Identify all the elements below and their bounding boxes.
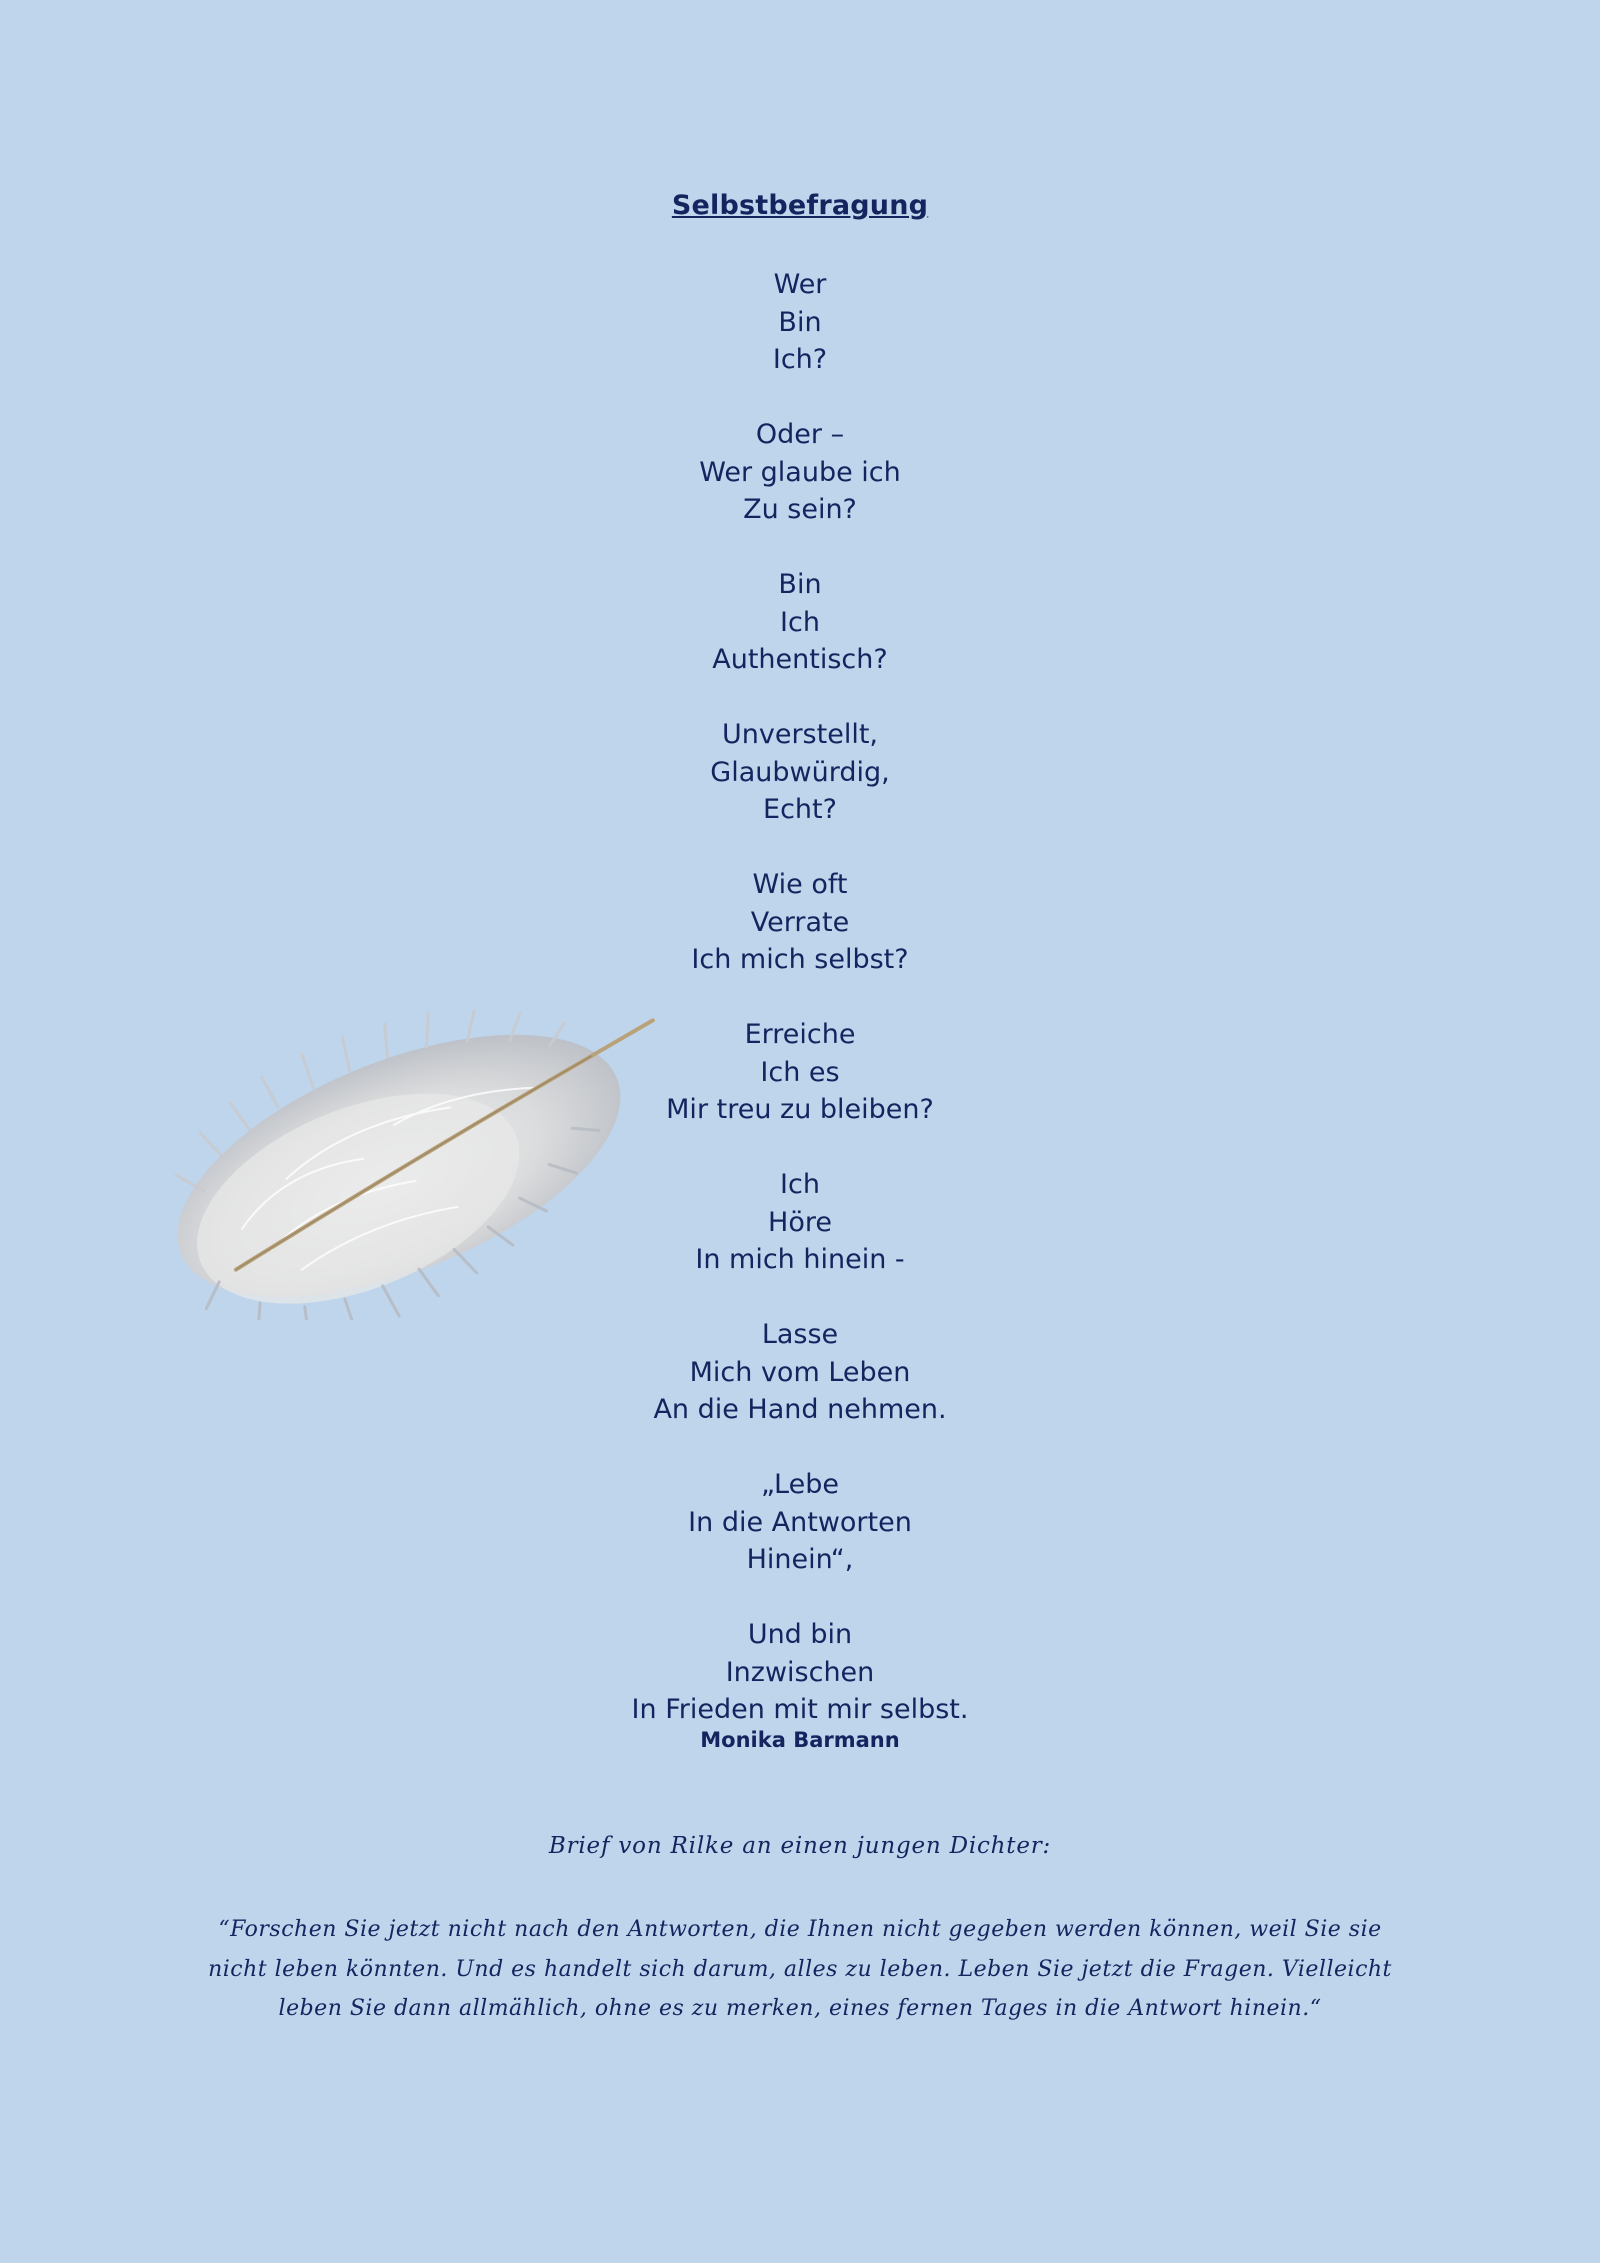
poem-line: Echt? (763, 794, 837, 825)
poem-stanza (0, 1316, 1600, 1429)
poem-line: Wie oft (752, 869, 848, 900)
poem-line: Erreiche (744, 1019, 856, 1050)
poem-line: Höre (768, 1206, 832, 1238)
poem-stanza (0, 716, 1600, 829)
poem-stanza (0, 566, 1600, 679)
poem-line: Unverstellt, (721, 719, 878, 750)
poem-stanza (0, 1616, 1600, 1729)
poem-author: Monika Barmann (700, 1728, 900, 1752)
poem-stanza (0, 1466, 1600, 1579)
poem (0, 266, 1600, 1729)
poem-line: Bin (778, 306, 822, 338)
poem-line: Ich (780, 606, 820, 638)
poem-line: Wer (773, 269, 827, 300)
poem-line: Hinein“, (746, 1544, 854, 1575)
rilke-quote: “Forschen Sie jetzt nicht nach den Antworten, die Ihnen nicht gegeben werden können, weil Sie sie nicht leben könnten. Und es handelt sich darum, alles zu leben. Leben Sie jetzt die Fragen. Vielleicht leben Sie dann allmählich, ohne es zu merken, eines fernen Tages in die Antwort hinein.“ (208, 1917, 1392, 2021)
poem-line: Verrate (750, 906, 850, 938)
poem-stanza (0, 1166, 1600, 1279)
poem-line: Zu sein? (743, 494, 857, 525)
poem-title: Selbstbefragung (671, 190, 929, 221)
poem-line: Und bin (747, 1619, 853, 1650)
poem-line: Ich es (760, 1056, 840, 1088)
poem-line: Ich mich selbst? (691, 944, 909, 975)
poem-line: In mich hinein - (695, 1244, 905, 1275)
poem-line: Authentisch? (712, 644, 888, 675)
poem-stanza (0, 866, 1600, 979)
poem-line: In die Antworten (688, 1506, 912, 1538)
poem-line: Glaubwürdig, (710, 756, 890, 788)
poem-line: An die Hand nehmen. (653, 1394, 947, 1425)
poem-line: Oder – (755, 419, 845, 450)
poem-line: Ich? (772, 344, 828, 375)
poem-line: Mir treu zu bleiben? (666, 1094, 934, 1125)
poem-line: Wer glaube ich (699, 456, 901, 488)
poem-stanza (0, 1016, 1600, 1129)
poem-line: Bin (778, 569, 822, 600)
poem-stanza (0, 266, 1600, 379)
poem-line: „Lebe (761, 1469, 839, 1500)
poem-line: Inzwischen (725, 1656, 875, 1688)
poem-stanza (0, 416, 1600, 529)
poem-line: In Frieden mit mir selbst. (631, 1694, 969, 1725)
letter-title: Brief von Rilke an einen jungen Dichter: (548, 1833, 1052, 1859)
poem-line: Lasse (761, 1319, 839, 1350)
poem-line: Ich (780, 1169, 820, 1200)
poem-line: Mich vom Leben (689, 1356, 911, 1388)
